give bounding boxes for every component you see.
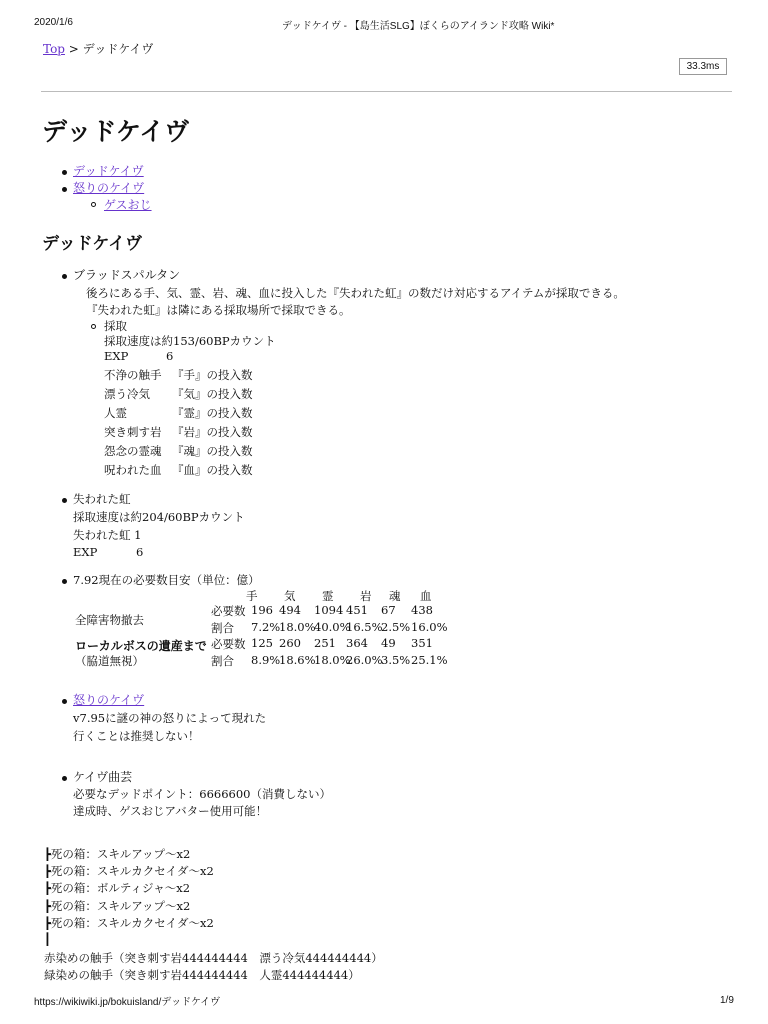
exp-label: EXP <box>104 349 129 363</box>
list-item: ┣死の箱：スキルアップ〜x2 <box>44 847 191 861</box>
ratio-label: 割合 <box>211 654 234 668</box>
list-item: ┣死の箱：スキルカクセイダ〜x2 <box>44 916 214 930</box>
circle-bullet-icon <box>91 202 96 207</box>
bullet-icon <box>62 776 67 781</box>
breadcrumb-current: デッドケイヴ <box>82 42 154 56</box>
need-label: 必要数 <box>211 604 246 618</box>
toc-link-angercave[interactable]: 怒りのケイヴ <box>73 181 145 195</box>
column-header: 血 <box>420 589 432 603</box>
table-cell: 16.5% <box>346 620 383 634</box>
table-cell: 260 <box>279 636 301 650</box>
input-name: 突き刺す岩 <box>104 425 162 439</box>
bloodspartan-title: ブラッドスパルタン <box>73 268 181 282</box>
input-item: 『霊』の投入数 <box>172 406 253 420</box>
table-cell: 25.1% <box>411 653 448 667</box>
row-label: 全障害物撤去 <box>75 613 144 627</box>
table-cell: 251 <box>314 636 336 650</box>
print-url: https://wikiwiki.jp/bokuisland/デッドケイヴ <box>34 997 221 1008</box>
timing-badge: 33.3ms <box>679 58 727 75</box>
row-label-sub: （脇道無視） <box>75 654 144 668</box>
input-name: 漂う冷気 <box>104 387 150 401</box>
table-cell: 451 <box>346 603 368 617</box>
bloodspartan-desc1: 後ろにある手、気、霊、岩、魂、血に投入した『失われた虹』の数だけ対応するアイテムが採取できる。 <box>86 286 625 300</box>
input-name: 怨念の霊魂 <box>104 444 162 458</box>
gather-speed: 採取速度は約153/60BPカウント <box>104 334 276 348</box>
row-label: ローカルボスの遺産まで <box>75 639 207 653</box>
list-item: ┣死の箱：スキルアップ〜x2 <box>44 899 191 913</box>
cave-art-line1: 必要なデッドポイント：6666600（消費しない） <box>73 787 331 801</box>
table-cell: 26.0% <box>346 653 383 667</box>
input-item: 『血』の投入数 <box>172 463 253 477</box>
exp-label: EXP <box>73 545 98 559</box>
divider <box>41 91 732 92</box>
table-cell: 2.5% <box>381 620 411 634</box>
input-item: 『魂』の投入数 <box>172 444 253 458</box>
input-name: 人霊 <box>104 406 127 420</box>
circle-bullet-icon <box>91 324 96 329</box>
input-item: 『岩』の投入数 <box>172 425 253 439</box>
input-name: 呪われた血 <box>104 463 162 477</box>
print-date: 2020/1/6 <box>34 17 73 28</box>
rainbow-drop: 失われた虹 1 <box>73 528 142 542</box>
table-cell: 1094 <box>314 603 344 617</box>
toc-link-gesuoji[interactable]: ゲスおじ <box>104 198 152 212</box>
table-cell: 438 <box>411 603 433 617</box>
table-cell: 49 <box>381 636 396 650</box>
rainbow-speed: 採取速度は約204/60BPカウント <box>73 510 245 524</box>
anger-line1: v7.95に謎の神の怒りによって現れた <box>73 711 267 725</box>
input-name: 不浄の触手 <box>104 368 162 382</box>
bullet-icon <box>62 274 67 279</box>
print-title: デッドケイヴ - 【島生活SLG】ぼくらのアイランド攻略 Wiki* <box>282 21 555 32</box>
anger-cave-link[interactable]: 怒りのケイヴ <box>73 693 145 707</box>
page-title: デッドケイヴ <box>42 117 190 146</box>
need-label: 必要数 <box>211 637 246 651</box>
column-header: 霊 <box>322 589 334 603</box>
table-cell: 196 <box>251 603 273 617</box>
toc-link-deadcave[interactable]: デッドケイヴ <box>73 164 144 178</box>
bullet-icon <box>62 187 67 192</box>
column-header: 気 <box>284 589 296 603</box>
column-header: 魂 <box>389 589 401 603</box>
bullet-icon <box>62 699 67 704</box>
bullet-icon <box>62 170 67 175</box>
list-item: ┃ <box>44 932 51 946</box>
anger-line2: 行くことは推奨しない！ <box>73 729 200 743</box>
list-item: ┣死の箱：ボルティジャ〜x2 <box>44 881 191 895</box>
column-header: 手 <box>246 589 258 603</box>
breadcrumb-top-link[interactable]: Top <box>43 42 65 56</box>
column-header: 岩 <box>360 589 372 603</box>
bloodspartan-desc2: 『失われた虹』は隣にある採取場所で採取できる。 <box>86 303 351 317</box>
table-cell: 18.0% <box>314 653 351 667</box>
input-item: 『手』の投入数 <box>172 368 253 382</box>
section-heading: デッドケイヴ <box>42 234 143 254</box>
rainbow-title: 失われた虹 <box>73 492 131 506</box>
gather-subtitle: 採取 <box>104 319 127 333</box>
breadcrumb-separator: > <box>64 42 83 56</box>
table-cell: 8.9% <box>251 653 281 667</box>
print-page-number: 1/9 <box>720 995 734 1006</box>
breadcrumb <box>43 40 153 57</box>
exp-value: 6 <box>136 545 144 559</box>
table-cell: 125 <box>251 636 273 650</box>
table-cell: 351 <box>411 636 433 650</box>
table-cell: 364 <box>346 636 368 650</box>
bullet-icon <box>62 579 67 584</box>
table-cell: 67 <box>381 603 396 617</box>
list-item: 緑染めの触手（突き刺す岩444444444 人霊444444444） <box>44 968 360 982</box>
ratio-label: 割合 <box>211 621 234 635</box>
table-cell: 18.6% <box>279 653 316 667</box>
table-cell: 7.2% <box>251 620 281 634</box>
cave-art-line2: 達成時、ゲスおじアバター使用可能！ <box>73 804 268 818</box>
cave-art-title: ケイヴ曲芸 <box>73 770 133 784</box>
estimate-title: 7.92現在の必要数目安（単位：億） <box>73 573 260 587</box>
list-item: ┣死の箱：スキルカクセイダ〜x2 <box>44 864 214 878</box>
list-item: 赤染めの触手（突き刺す岩444444444 漂う冷気444444444） <box>44 951 383 965</box>
bullet-icon <box>62 498 67 503</box>
exp-value: 6 <box>166 349 174 363</box>
table-cell: 16.0% <box>411 620 448 634</box>
table-cell: 18.0% <box>279 620 316 634</box>
table-cell: 3.5% <box>381 653 411 667</box>
input-item: 『気』の投入数 <box>172 387 253 401</box>
table-cell: 40.0% <box>314 620 351 634</box>
table-cell: 494 <box>279 603 301 617</box>
